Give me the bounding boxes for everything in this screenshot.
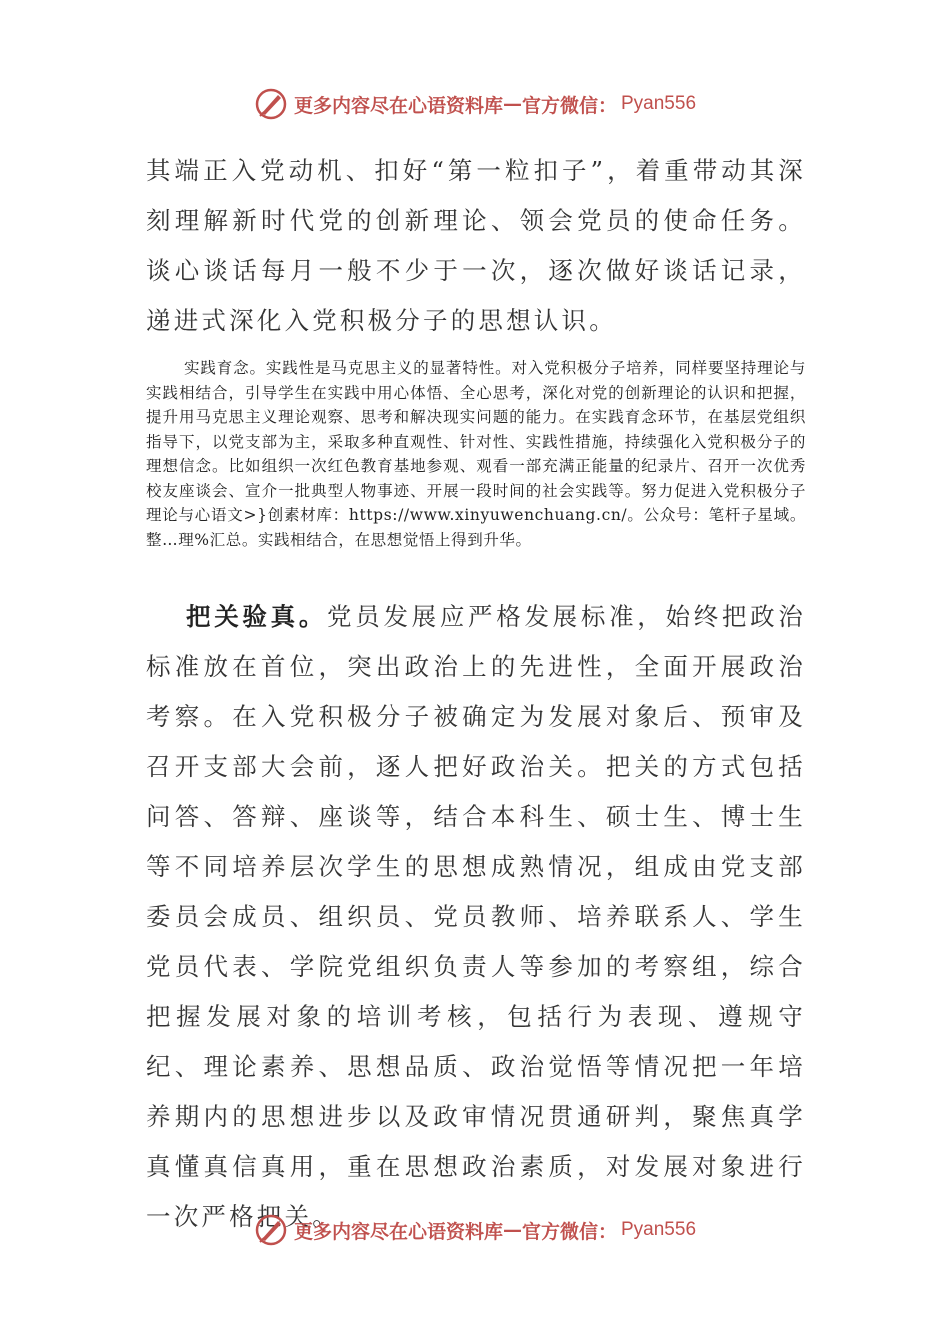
quill-logo-icon (254, 1213, 288, 1247)
footer-banner (0, 1210, 950, 1250)
banner-separator: — (502, 1219, 522, 1241)
paragraph-3-lead: 把关验真。 (186, 602, 328, 631)
banner-title: 更多内容尽在心语资料库 (293, 94, 503, 117)
banner-title: 更多内容尽在心语资料库 (293, 1220, 503, 1243)
banner-wechat-label: 官方微信： (521, 1220, 617, 1243)
paragraph-3-body: 党员发展应严格发展标准，始终把政治标准放在首位，突出政治上的先进性，全面开展政治考察。在入党积极分子被确定为发展对象后、预审及召开支部大会前，逐人把好政治关。把关的方式包括问答、答辩、座谈等，结合本科生、硕士生、博士生等不同培养层次学生的思想成熟情况，组成由党支部委员会成员、组织员、党员教师、培养联系人、学生党员代表、学院党组织负责人等参加的考察组，综合把握发展对象的培训考核，包括行为表现、遵规守纪、理论素养、思想品质、政治觉悟等情况把一年培养期内的思想进步以及政审情况贯通研判，聚焦真学真懂真信真用，重在思想政治素质，对发展对象进行一次严格把关。 (146, 602, 807, 1231)
banner-separator: — (502, 93, 522, 115)
banner-wechat-id: Pyan556 (621, 1219, 697, 1240)
banner-wechat-id: Pyan556 (621, 93, 697, 114)
body-paragraph-1: 其端正入党动机、扣好“第一粒扣子”，着重带动其深刻理解新时代党的创新理论、领会党员的使命任务。谈心谈话每月一般不少于一次，逐次做好谈话记录，递进式深化入党积极分子的思想认识。 (146, 156, 806, 335)
banner-wechat-label: 官方微信： (521, 94, 617, 117)
body-paragraph-2: 实践育念。实践性是马克思主义的显著特性。对入党积极分子培养，同样要坚持理论与实践相结合，引导学生在实践中用心体悟、全心思考，深化对党的创新理论的认识和把握，提升用马克思主义理论观察、思考和解决现实问题的能力。在实践育念环节，在基层党组织指导下，以党支部为主，采取多种直观性、针对性、实践性措施，持续强化入党积极分子的理想信念。比如组织一次红色教育基地参观、观看一部充满正能量的纪录片、召开一次优秀校友座谈会、宣介一批典型人物事迹、开展一段时间的社会实践等。努力促进入党积极分子理论与心语文>}创素材库：https://www.xinyuwenchuang.cn/。公众号：笔杆子星域。整…理%汇总。实践相结合，在思想觉悟上得到升华。 (146, 359, 806, 549)
header-banner (0, 84, 950, 124)
body-paragraph-3 (146, 592, 806, 1242)
quill-logo-icon (254, 87, 288, 121)
